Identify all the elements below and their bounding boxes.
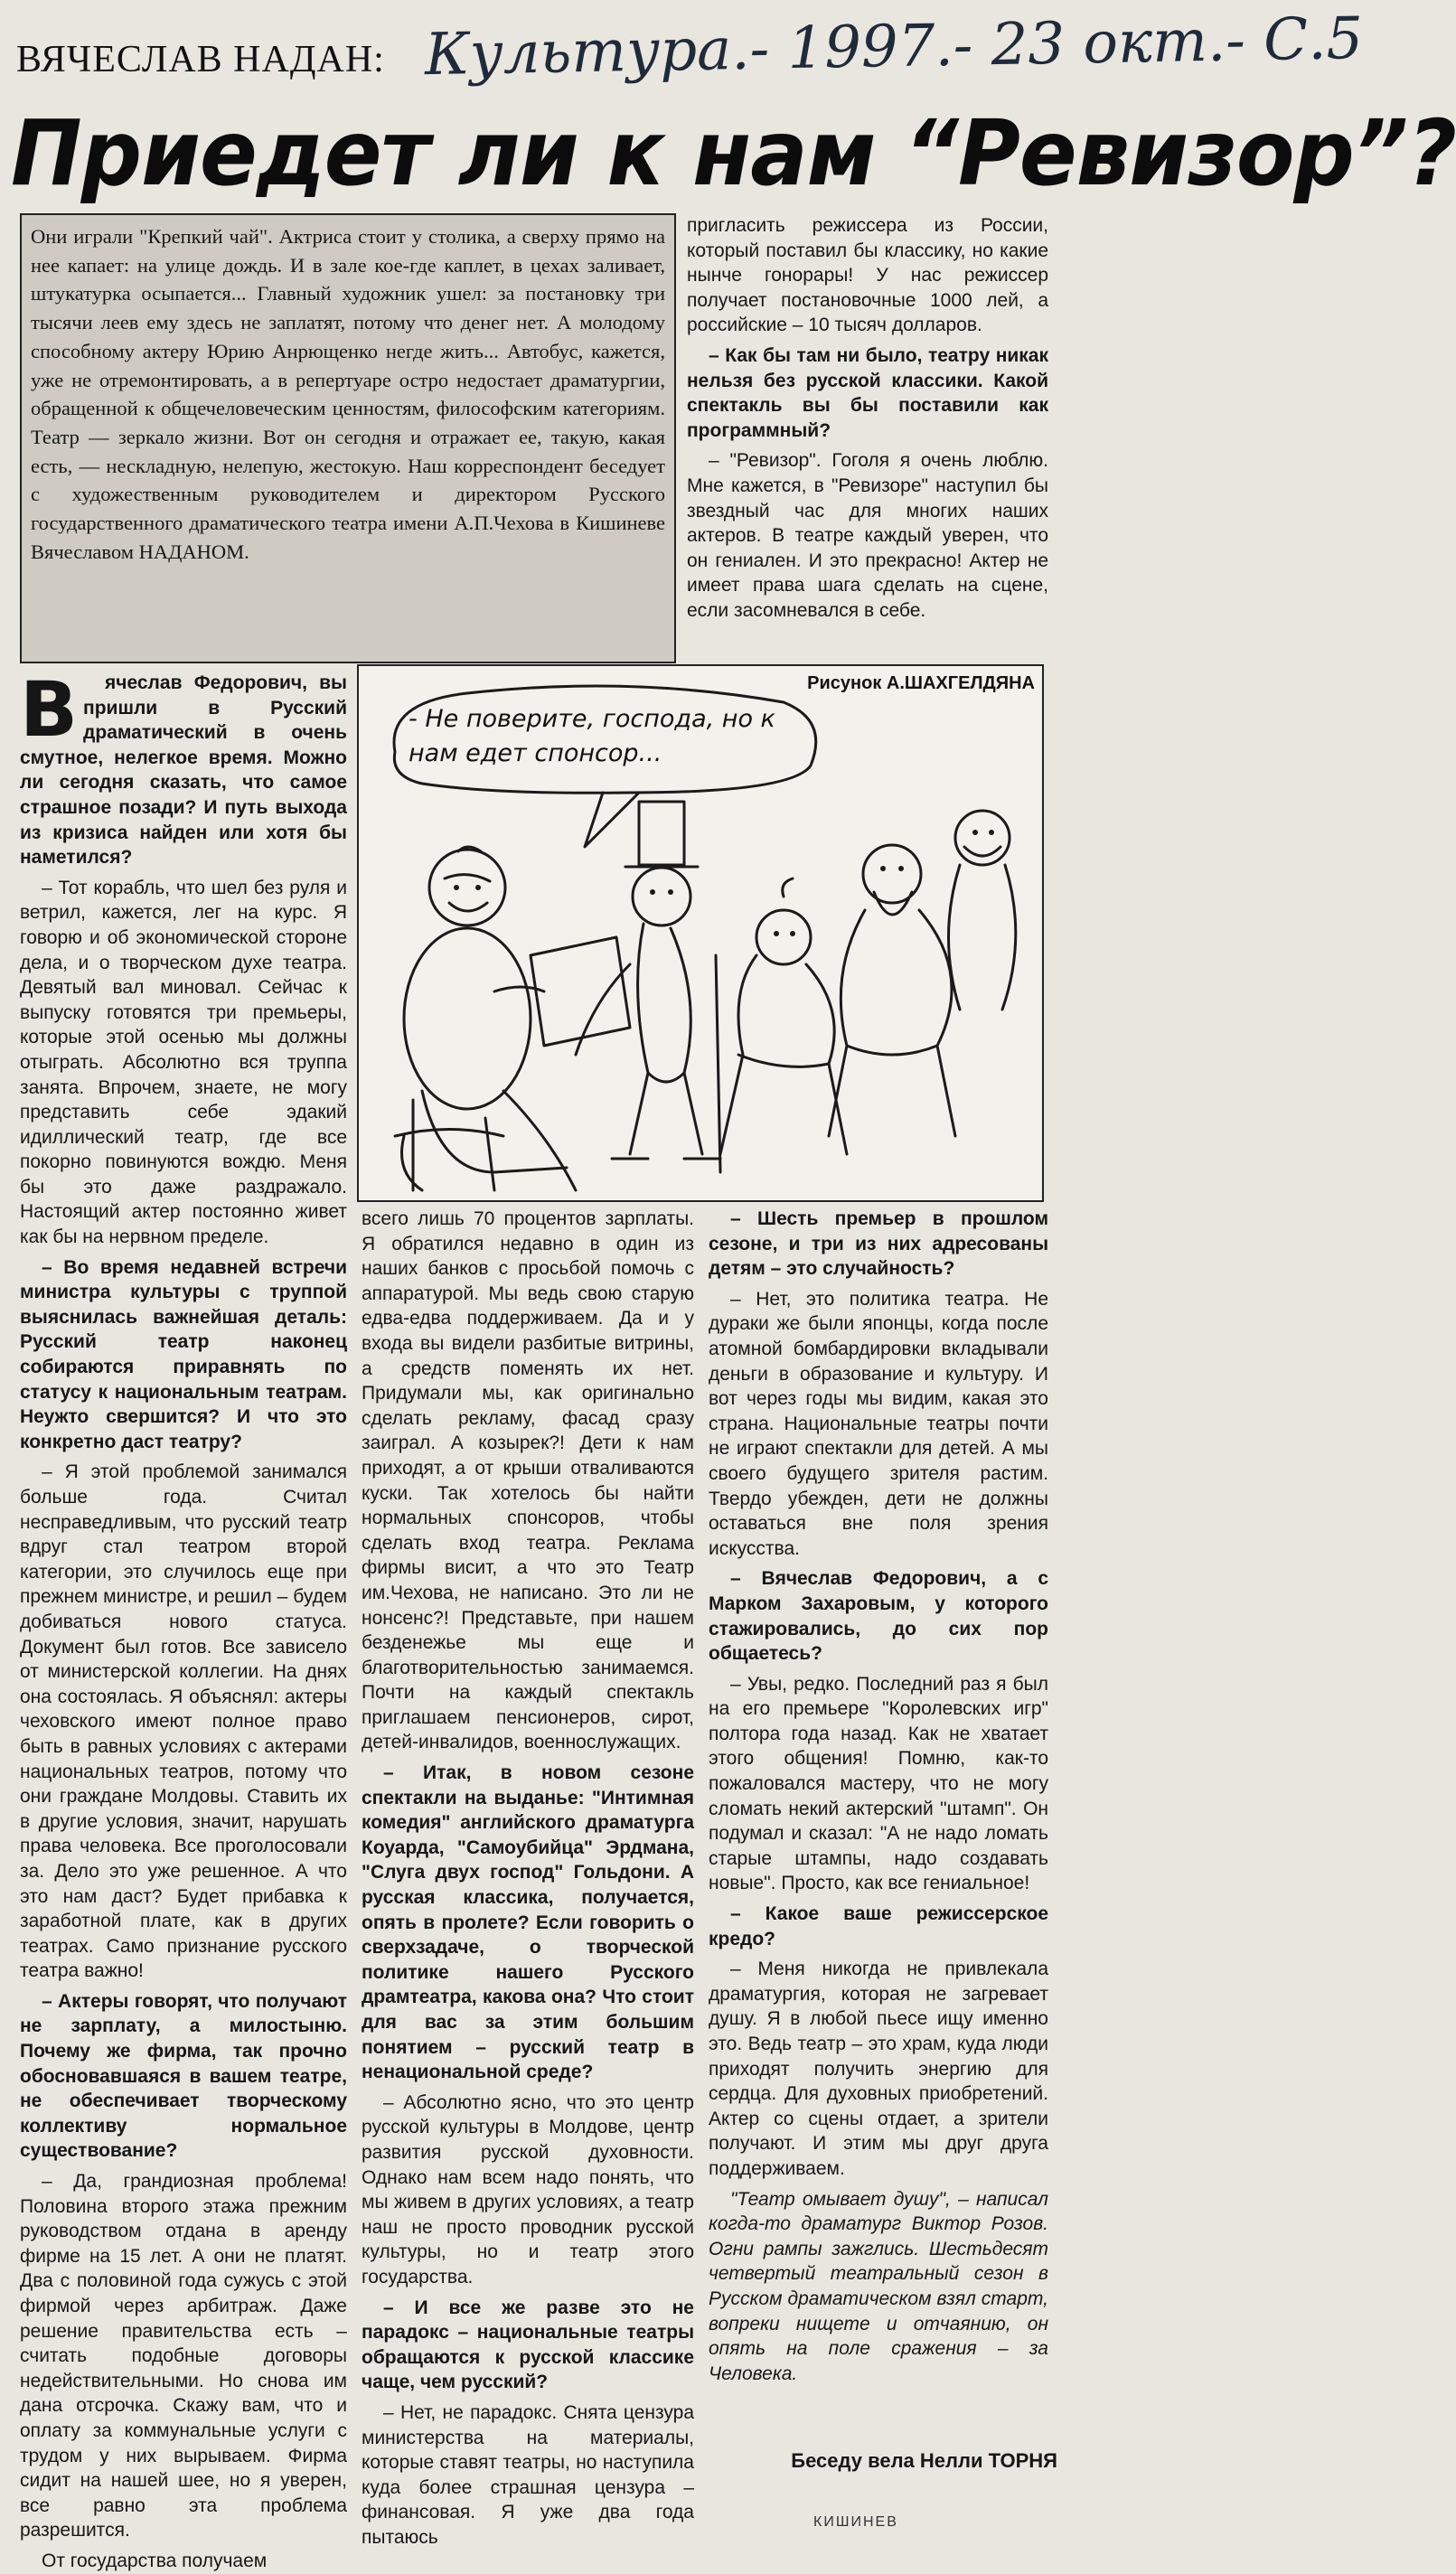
answer-3: – Да, грандиозная проблема! Половина второго этажа прежним руководством отдана в аренду фирме на 15 лет. А они не платят. Два с половиной года сужусь с этой фирмой через арбитраж. Даже решение правительства есть – считать подобные договоры недействительными. Но снова им дана отсрочка. Скажу вам, что и оплату за коммунальные услуги с трудом у них вырываем. Фирма сидит на нашей шее, но я уверен, все равно эта проблема разрешится.: [20, 2171, 347, 2541]
answer-9: – Меня никогда не привлекала драматургия, которая не загревает душу. Я в любой пьесе ищу именно это. Ведь театр – это храм, куда люди приходят получить энергию для сердца. Для духовных приобретений. Актер со сцены отдает, а зрители получают. И этим мы друг друга поддерживаем.: [709, 1959, 1048, 2179]
answer-5: – Нет, не парадокс. Снята цензура министерства на материалы, которые ставят театры, но наступила куда более страшная цензура – финансовая. Я уже два года пытаюсь: [362, 2401, 694, 2548]
headline: Приедет ли к нам “Ревизор”?: [11, 100, 1456, 206]
question-4: – Итак, в новом сезоне спектакли на выданье: "Интимная комедия" английского драматурга Коуарда, "Самоубийца" Эрдмана, "Слуга двух господ" Гольдони. А русская классика, получается, опять в пролете? Если говорить о сверхзадаче, о творческой политике нашего Русского драмтеатра, какова она? Что стоит для вас за этим большим понятием – русский театр в ненациональной среде?: [362, 1762, 694, 2083]
answer-5-continued: пригласить режиссера из России, который поставил бы классику, но какие нынче гонорары! У нас режиссер получает постановочные 1000 лей, а российские – 10 тысяч долларов.: [687, 215, 1048, 336]
answer-6: – "Ревизор". Гоголя я очень люблю. Мне кажется, в "Ревизоре" наступил бы звездный час для многих наших актеров. В театре каждый уверен, что он гениален. И это прекрасно! Актер не имеет права шага сделать на сцене, если засомневался в себе.: [687, 450, 1048, 621]
footer-city: КИШИНЕВ: [813, 2514, 898, 2530]
answer-2: – Я этой проблемой занимался больше года. Считал несправедливым, что русский театр вдруг стал театром второй категории, это случилось еще при прежнем министре, и решил – будем добиваться нового статуса. Документ был готов. Все зависело от министерской коллегии. На днях она состоялась. Я объяснял: актеры чеховского имеют полное право быть в равных условиях с актерами национальных театров, потому что они граждане Молдовы. Ставить их в другие условия, значит, нарушать права человека. Все проголосовали за. Дело это уже решенное. А что это нам даст? Будет прибавка к заработной плате, как в других театрах. Само признание русского театра важно!: [20, 1461, 347, 1982]
answer-1: – Тот корабль, что шел без руля и ветрил, кажется, лег на курс. Я говорю и об экономической стороне дела, и о творческом духе театра. Девятый вал миновал. Сейчас к выпуску готовятся три премьеры, которые этой осенью мы должны отыграть. Абсолютно вся труппа занята. Впрочем, знаете, не могу представить себе эдакий идиллический театр, где все покорно повинуются вождю. Меня бы это даже раздражало. Настоящий актер постоянно живет как бы на нервном пределе.: [20, 877, 347, 1248]
byline-signature: Беседу вела Нелли ТОРНЯ: [791, 2449, 1057, 2472]
column-left: [20, 665, 347, 2571]
answer-8: – Увы, редко. Последний раз я был на его премьере "Королевских игр" полтора года назад. Как не хватает этого общения! Помню, как-то пожаловался мастеру, что не могу сломать некий актерский "штамп". Он подумал и сказал: "А не надо ломать старые штампы, надо создавать новые". Просто, как все гениальное!: [709, 1673, 1048, 1894]
cartoon-credit: Рисунок А.ШАХГЕЛДЯНА: [807, 673, 1035, 693]
column-right-top: [687, 213, 1048, 661]
question-7: – Шесть премьер в прошлом сезоне, и три из них адресованы детям – это случайность?: [709, 1208, 1048, 1280]
column-middle: [362, 1207, 694, 2548]
question-8: – Вячеслав Федорович, а с Марком Захаровым, у которого стажировались, до сих пор общаетесь?: [709, 1568, 1048, 1665]
question-1: ячеслав Федорович, вы пришли в Русский драматический в очень смутное, нелегкое время. Можно ли сегодня сказать, что самое страшное позади? И путь выхода из кризиса найден или хотя бы наметился?: [20, 672, 347, 869]
lead-paragraph: Они играли "Крепкий чай". Актриса стоит у столика, а сверху прямо на нее капает: на улице дождь. И в зале кое-где каплет, в цехах заливает, штукатурка осыпается... Главный художник ушел: за постановку три тысячи леев ему здесь не заплатят, потому что денег нет. А молодому способному актеру Юрию Анрющенко негде жить... Автобус, кажется, уже не отремонтировать, а в репертуаре остро недостает драматургии, обращенной к общечеловеческим ценностям, философским категориям. Театр — зеркало жизни. Вот он сегодня и отражает ее, такую, какая есть, — нескладную, нелепую, жестокую. Наш корреспондент беседует с художественным руководителем и директором Русского государственного драматического театра имени А.П.Чехова в Кишиневе Вячеславом НАДАНОМ.: [20, 213, 676, 663]
question-2: – Во время недавней встречи министра культуры с труппой выяснилась важнейшая деталь: Русский театр наконец собираются приравнять по статусу к национальным театрам. Неужто свершится? И что это конкретно даст театру?: [20, 1256, 347, 1452]
question-1-block: [20, 665, 347, 870]
closing-paragraph: "Театр омывает душу", – написал когда-то драматург Виктор Розов. Огни рампы зажглись. Шестьдесят четвертый театральный сезон в Русском драматическом взял старт, вопреки нищете и отчаянию, он опять на поле сражения – за Человека.: [709, 2188, 1048, 2384]
answer-3-continued: всего лишь 70 процентов зарплаты. Я обратился недавно в один из наших банков с просьбой помочь с аппаратурой. Мы ведь свою старую едва-едва поддерживаем. Да и у входа вы видели разбитые витрины, а средств поменять их нет. Придумали мы, как оригинально сделать рекламу, фасад сразу заиграл. А козырек?! Дети к нам приходят, а от крыши отваливаются куски. Так хотелось бы найти нормальных спонсоров, чтобы сделать вход театра. Реклама фирмы висит, а что это Театр им.Чехова, не написано. Это ли не нонсенс?! Представьте, при нашем безденежье мы еще и благотворительностью занимаемся. Почти на каждый спектакль приглашаем пенсионеров, сирот, детей-инвалидов, военнослужащих.: [362, 1208, 694, 1753]
handwritten-source-note: Культура.- 1997.- 23 окт.- С.5: [424, 5, 1364, 89]
drop-cap: В: [20, 665, 79, 754]
question-9: – Какое ваше режиссерское кредо?: [709, 1903, 1048, 1949]
question-3: – Актеры говорят, что получают не зарплату, а милостыню. Почему же фирма, так прочно обосновавшаяся в вашем театре, не обеспечивает творческому коллективу нормальное существование?: [20, 1990, 347, 2162]
author-name: ВЯЧЕСЛАВ НАДАН:: [16, 39, 385, 80]
answer-4: – Абсолютно ясно, что это центр русской культуры в Молдове, центр развития русской духовности. Однако нам всем надо понять, что мы живем в других условиях, а театр наш не просто проводник русской культуры, но и театр этого государства.: [362, 2091, 694, 2287]
speech-bubble-text: - Не поверите, господа, но к нам едет спонсор...: [409, 705, 775, 767]
answer-3-part-b: От государства получаем: [42, 2550, 268, 2571]
question-6: – Как бы там ни было, театру никак нельзя без русской классики. Какой спектакль вы бы поставили как программный?: [687, 344, 1048, 441]
question-5: – И все же разве это не парадокс – национальные театры обращаются к русской классике чаще, чем русский?: [362, 2297, 694, 2393]
column-right: [709, 1207, 1048, 2445]
answer-7: – Нет, это политика театра. Не дураки же были японцы, когда после атомной бомбардировки вкладывали деньги в образование и культуру. И вот через годы мы видим, какая это страна. Национальные театры почти не играют спектакли для детей. А мы своего будущего зрителя растим. Твердо убежден, дети не должны оставаться вне поля зрения искусства.: [709, 1288, 1048, 1559]
cartoon-illustration: [357, 664, 1044, 1202]
